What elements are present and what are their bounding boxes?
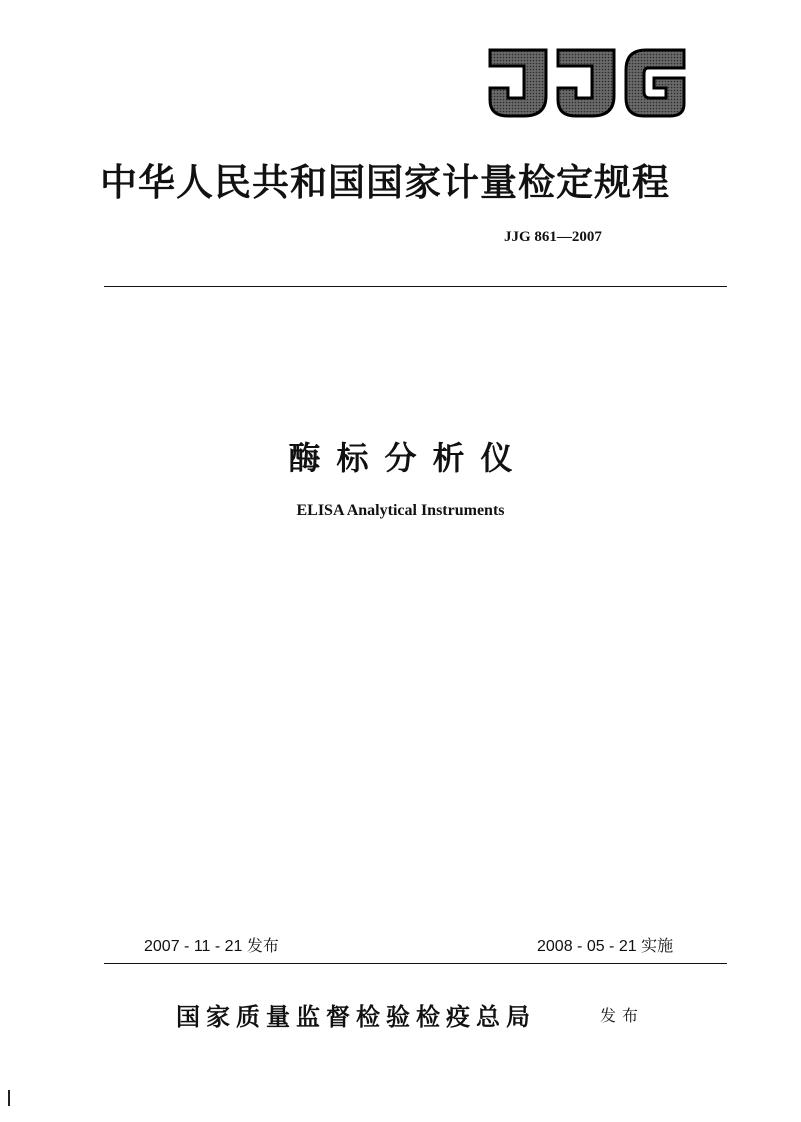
- jjg-logo: [484, 44, 690, 120]
- standard-code: JJG 861—2007: [504, 229, 602, 245]
- document-title: 酶标分析仪: [288, 439, 529, 477]
- scan-mark: [8, 1090, 10, 1106]
- top-divider: [104, 286, 727, 287]
- implementation-date: 2008 - 05 - 21 实施: [537, 938, 674, 955]
- issue-date: 2007 - 11 - 21 发布: [144, 938, 279, 955]
- document-subtitle-english: ELISA Analytical Instruments: [296, 502, 505, 519]
- publisher-suffix: 发布: [600, 1006, 645, 1025]
- regulation-type-title: 中华人民共和国国家计量检定规程: [100, 161, 670, 204]
- bottom-divider: [104, 963, 727, 964]
- publisher-name: 国家质量监督检验检疫总局: [176, 1002, 536, 1031]
